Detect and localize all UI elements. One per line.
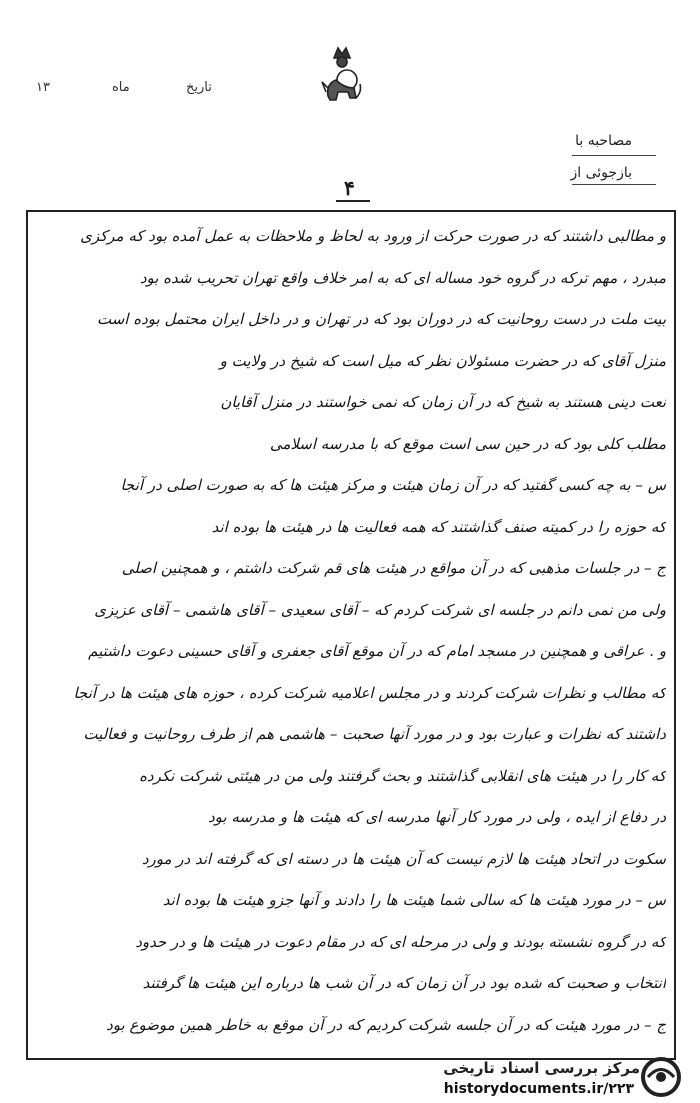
page-number: ۴	[344, 176, 355, 200]
handwritten-line: مطلب کلی بود که در حین سی است موقع که با مدرسه اسلامی	[269, 434, 666, 453]
handwritten-line: بیت ملت در دست روحانیت که در دوران بود که در تهران و در داخل ایران محتمل بوده است	[96, 310, 666, 328]
watermark-org-name: مرکز بررسی اسناد تاریخی	[443, 1059, 640, 1077]
handwritten-line: و . عراقی و همچنین در مسجد امام که در آن موقع آقای جعفری و آقای حسینی دعوت داشتیم	[88, 642, 666, 660]
handwritten-line: سکوت در اتحاد هیئت ها لازم نیست که آن هیئت ها در دسته ای که گرفته اند در مورد	[141, 849, 666, 868]
handwritten-line: ج – در مورد هیئت که در آن جلسه شرکت کردیم که در آن موقع به خاطر همین موضوع بود	[106, 1015, 666, 1034]
month-label: ماه	[112, 80, 130, 95]
handwritten-line: که کار را در هیئت های انقلابی گذاشتند و بحث گرفتند ولی من در هیئتی شرکت نکرده	[139, 766, 666, 785]
watermark-url: historydocuments.ir/۲۲۳	[443, 1081, 634, 1097]
date-label: تاریخ	[186, 80, 212, 95]
handwritten-line: داشتند که نظرات و عبارت بود و در مورد آنها صحبت – هاشمی هم از طرف روحانیت و فعالیت	[83, 725, 666, 743]
interview-with-label: مصاحبه با	[575, 133, 632, 149]
handwritten-line: در دفاع از ایده ، ولی در مورد کار آنها مدرسه ای که هیئت ها و مدرسه بود	[207, 808, 666, 826]
handwritten-line: منزل آقای که در حضرت مسئولان نظر که میل است که شیخ در ولایت و	[219, 351, 666, 370]
interrogation-of-label: بازجوئی از	[570, 165, 632, 181]
handwritten-line: که حوزه را در کمیته صنف گذاشتند که همه فعالیت ها در هیئت ها بوده اند	[211, 517, 666, 536]
handwritten-line: که مطالب و نظرات شرکت کردند و در مجلس اعلامیه شرکت کرده ، حوزه های هیئت ها در آنجا	[73, 683, 666, 702]
handwritten-line: و مطالبی داشتند که در صورت حرکت از ورود به لحاظ و ملاحظات به عمل آمده بود که مرکزی	[80, 227, 666, 245]
handwritten-line: انتخاب و صحبت که شده بود در آن زمان که در آن شب ها درباره این هیئت ها گرفتند	[142, 974, 666, 992]
interview-underline	[572, 155, 656, 156]
handwritten-line: س – در مورد هیئت ها که سالی شما هیئت ها را دادند و آنها جزو هیئت ها بوده اند	[162, 891, 666, 909]
year-prefix-label: ۱۳	[36, 80, 50, 95]
handwritten-line: ولی من نمی دانم در جلسه ای شرکت کردم که – آقای سعیدی – آقای هاشمی – آقای عزیزی	[94, 600, 666, 619]
handwritten-line: مبدرد ، مهم ترکه در گروه خود مساله ای که به امر خلاف واقع تهران تحریب شده بود	[139, 268, 666, 287]
handwritten-line: س – به چه کسی گفتید که در آن زمان هیئت و مرکز هیئت ها که به صورت اصلی در آنجا	[120, 476, 666, 494]
handwritten-line: نعت دینی هستند به شیخ که در آن زمان که نمی خواستند در منزل آقایان	[220, 393, 666, 411]
interrogation-underline	[572, 184, 656, 185]
page-number-underline	[336, 200, 370, 202]
lion-and-sun-crown-emblem-icon	[314, 44, 370, 110]
handwritten-line: که در گروه نشسته بودند و ولی در مرحله ای که در مقام دعوت در هیئت ها و در حدود	[135, 932, 666, 951]
archive-logo-icon	[636, 1054, 686, 1100]
handwritten-line: ج – در جلسات مذهبی که در آن مواقع در هیئت های قم شرکت داشتم ، و همچنین اصلی	[121, 559, 666, 577]
